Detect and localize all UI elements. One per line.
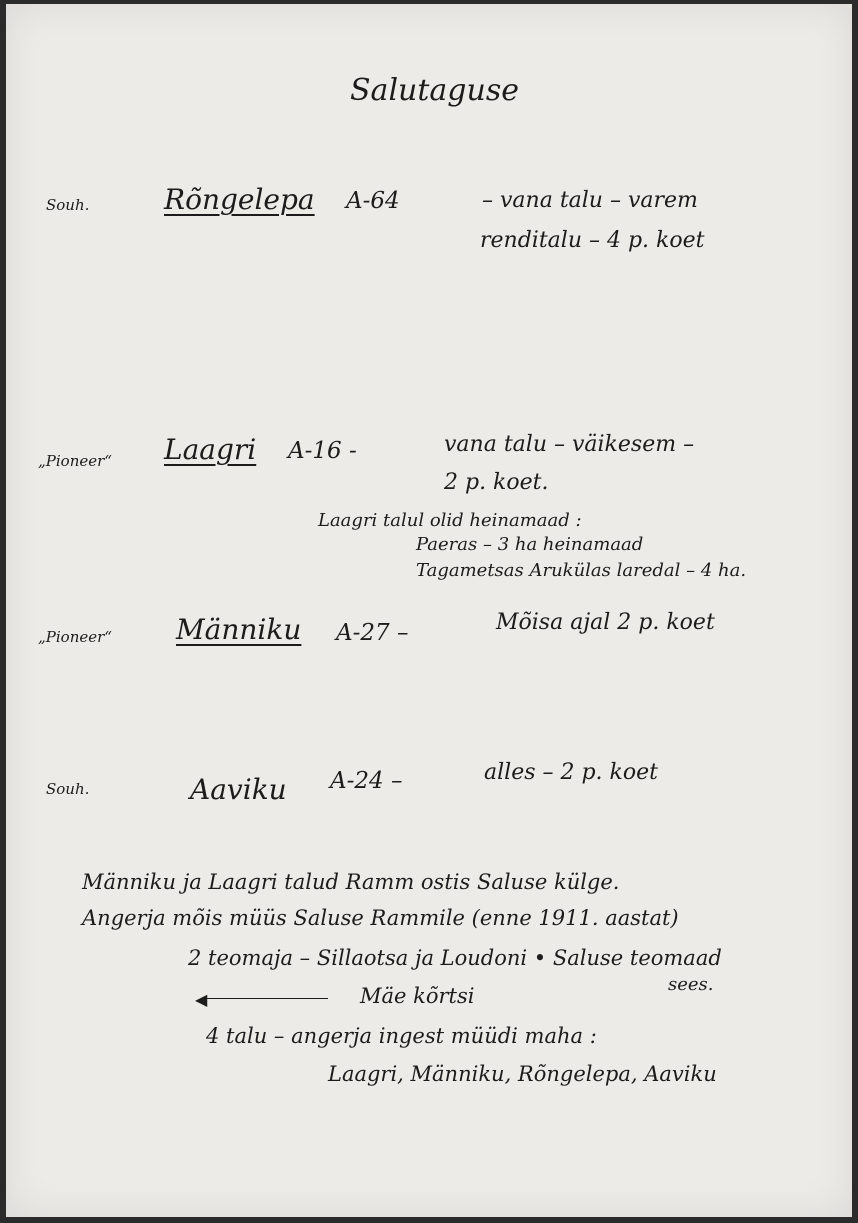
farm-name: Laagri: [164, 433, 257, 466]
note-line: Laagri talul olid heinamaad :: [318, 510, 582, 531]
farm-code: A-24 –: [330, 768, 403, 794]
farm-name: Aaviku: [190, 773, 287, 806]
note-line: Paeras – 3 ha heinamaad: [416, 534, 644, 555]
paragraph-line: Mäe kõrtsi: [360, 984, 475, 1008]
page-title: Salutaguse: [350, 73, 519, 108]
paragraph-line: Angerja mõis müüs Saluse Rammile (enne 1911. aastat): [82, 906, 679, 930]
farm-description: – vana talu – varem: [482, 188, 698, 213]
farm-description-line-2: 2 p. koet.: [444, 470, 549, 495]
paragraph-line: sees.: [668, 974, 714, 995]
entry-tag: „Pioneer“: [38, 628, 112, 646]
farm-description-line-2: renditalu – 4 p. koet: [480, 228, 705, 253]
farm-code: A-16 -: [288, 438, 357, 464]
farm-description: alles – 2 p. koet: [484, 760, 658, 785]
farm-name: Rõngelepa: [164, 183, 315, 216]
farm-description: vana talu – väikesem –: [444, 432, 695, 457]
paragraph-line: 4 talu – angerja ingest müüdi maha :: [206, 1024, 597, 1048]
entry-tag: „Pioneer“: [38, 452, 112, 470]
farm-code: A-64: [346, 188, 400, 214]
paragraph-line: 2 teomaja – Sillaotsa ja Loudoni • Saluse teomaad: [188, 946, 722, 970]
arrow-line: [202, 998, 328, 999]
entry-tag: Souh.: [46, 780, 90, 798]
farm-description: Mõisa ajal 2 p. koet: [496, 610, 715, 635]
farm-code: A-27 –: [336, 620, 409, 646]
entry-tag: Souh.: [46, 196, 90, 214]
note-line: Tagametsas Arukülas laredal – 4 ha.: [416, 560, 747, 581]
arrow-left-icon: ◀: [195, 990, 208, 1009]
paragraph-line: Laagri, Männiku, Rõngelepa, Aaviku: [328, 1062, 717, 1086]
document-page: [6, 4, 852, 1217]
farm-name: Männiku: [176, 613, 302, 646]
paragraph-line: Männiku ja Laagri talud Ramm ostis Saluse külge.: [82, 870, 620, 894]
